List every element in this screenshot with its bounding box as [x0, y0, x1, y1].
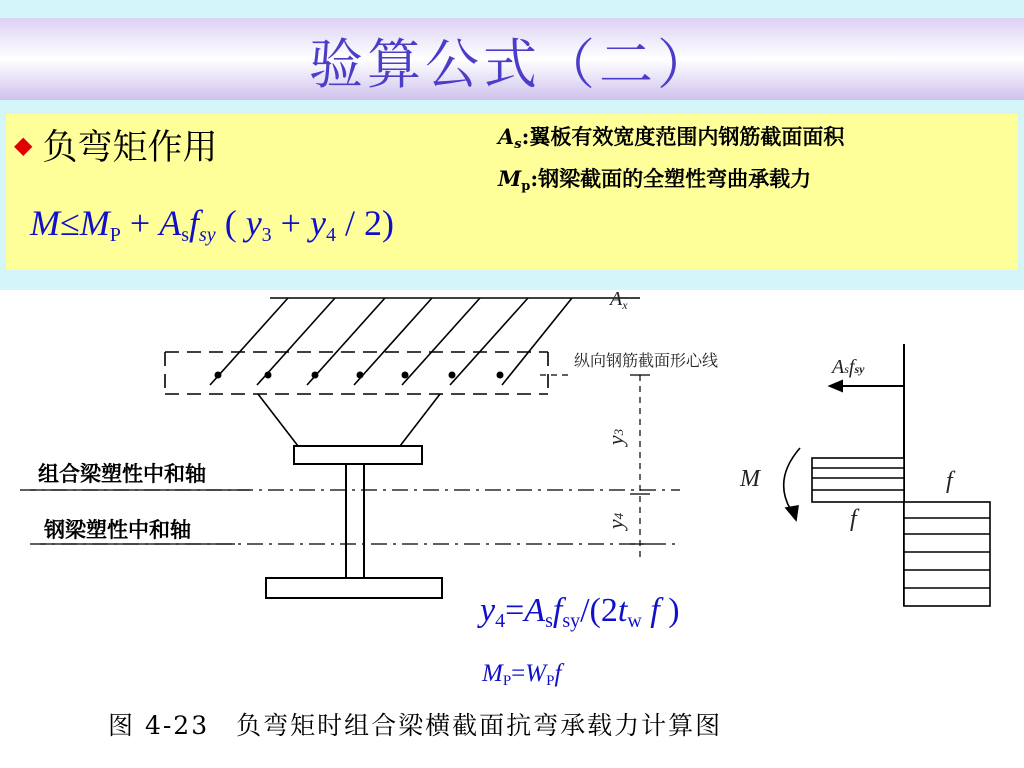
mp-subscript: p: [521, 179, 531, 194]
formula-as: A: [159, 203, 182, 243]
dimension-line: [630, 375, 650, 560]
formula-plus2: +: [271, 203, 310, 243]
title-band: [0, 18, 1024, 100]
compression-block: [904, 502, 990, 606]
slab-hatching: [210, 298, 640, 385]
rebar-force-arrow: [830, 381, 904, 391]
formula-y3: y: [245, 203, 262, 243]
f-lower-label: f: [850, 506, 857, 532]
mp-definition: [498, 162, 844, 204]
steel-web: [346, 464, 364, 578]
as-symbol: A: [498, 124, 515, 149]
formula-div: / 2): [335, 203, 394, 243]
slab-outline: [165, 352, 548, 394]
ax-label: $A_x$: [610, 288, 628, 312]
formula-s-sub: s: [181, 224, 189, 246]
composite-neutral-axis-label: 组合梁塑性中和轴: [38, 462, 206, 486]
steel-neutral-axis-label: 钢梁塑性中和轴: [44, 518, 191, 542]
slide-title: 验算公式（二）: [309, 33, 715, 96]
y4-formula: $y_4=A_sf_{sy}/(2t_w$ f ): [480, 592, 680, 632]
f-upper-label: f: [946, 468, 953, 494]
formula-leq: ≤: [60, 203, 80, 243]
main-formula: [30, 202, 394, 247]
formula-open: (: [215, 203, 246, 243]
figure-caption: 图 4-23 负弯矩时组合梁横截面抗弯承载力计算图: [108, 711, 723, 740]
mp-formula: MP=WPf: [482, 660, 562, 689]
y3-label: y3: [603, 428, 629, 446]
asfsy-label: Asfsy: [832, 356, 865, 378]
as-subscript: s: [514, 137, 522, 152]
formula-y4: y: [309, 203, 326, 243]
tension-block: [812, 458, 904, 502]
steel-top-flange: [294, 446, 422, 464]
formula-4-sub: 4: [325, 224, 336, 246]
centroid-line-label: 纵向钢筋截面形心线: [574, 351, 719, 370]
formula-f: f: [189, 203, 200, 243]
formula-p-sub: P: [109, 224, 121, 246]
moment-label: M: [740, 466, 760, 492]
steel-bottom-flange: [266, 578, 442, 598]
mp-symbol: M: [498, 166, 522, 191]
as-text: :翼板有效宽度范围内钢筋截面面积: [521, 124, 845, 149]
formula-sy-sub: sy: [199, 224, 216, 246]
formula-m: M: [30, 203, 60, 243]
formula-mp: M: [79, 203, 110, 243]
diamond-bullet-icon: ◆: [14, 131, 33, 159]
bullet-item: [14, 120, 217, 170]
y4-label: y4: [603, 512, 629, 530]
formula-plus: +: [120, 203, 160, 243]
symbol-definitions: [498, 120, 844, 204]
formula-3-sub: 3: [261, 224, 272, 246]
concrete-haunch: [258, 394, 440, 446]
mp-text: :钢梁截面的全塑性弯曲承载力: [530, 166, 812, 191]
as-definition: [498, 120, 844, 162]
bullet-text: 负弯矩作用: [42, 128, 218, 168]
top-strip: [0, 0, 1024, 18]
moment-arrow: [784, 448, 800, 520]
